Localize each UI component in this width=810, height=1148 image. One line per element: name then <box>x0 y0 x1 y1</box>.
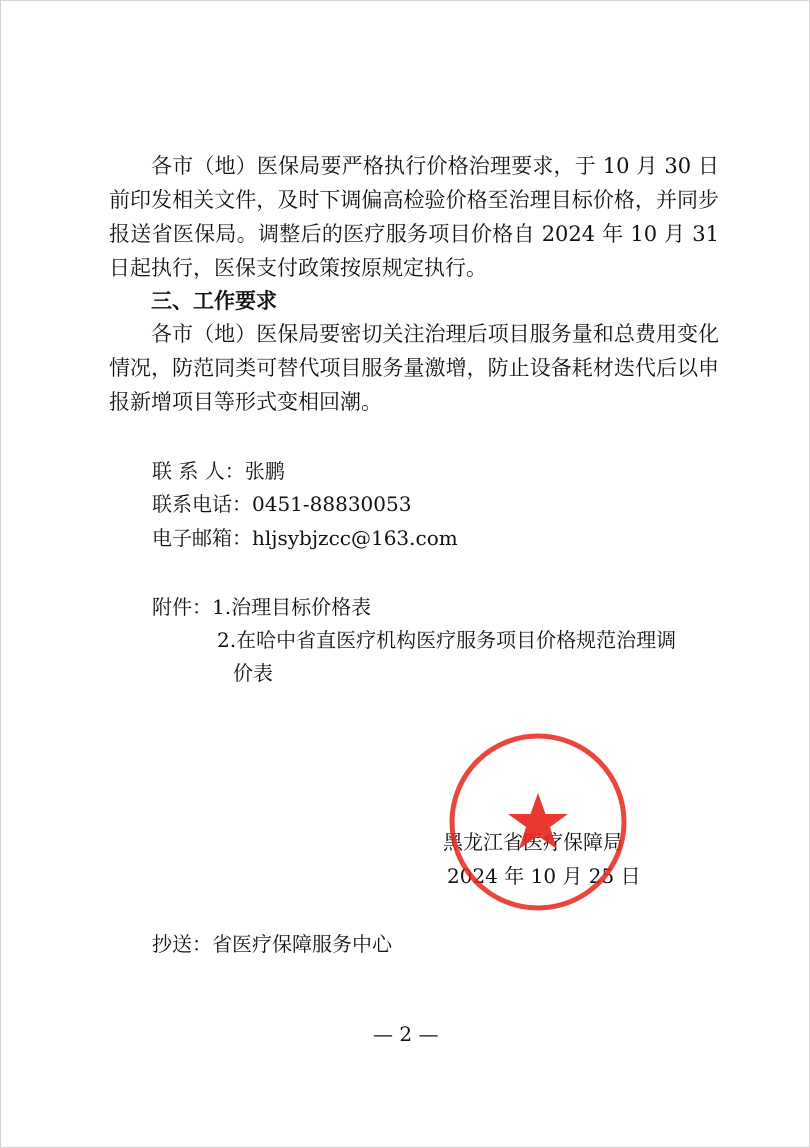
seal-star-icon <box>508 793 568 849</box>
contact-person: 联 系 人：张鹏 <box>152 459 285 483</box>
contact-phone: 联系电话：0451-88830053 <box>152 492 412 516</box>
page-number: — 2 — <box>373 1022 439 1046</box>
issuing-organization: 黑龙江省医疗保障局 <box>443 830 623 854</box>
issue-date: 2024 年 10 月 25 日 <box>447 864 641 888</box>
section-heading: 三、工作要求 <box>151 288 277 313</box>
body-paragraph-2: 各市（地）医保局要密切关注治理后项目服务量和总费用变化情况，防范同类可替代项目服务量激增，防止设备耗材迭代后以申报新增项目等形式变相回潮。 <box>109 322 719 414</box>
official-seal-graphic <box>447 731 629 913</box>
official-seal <box>447 731 629 913</box>
attachment-item-2: 2.在哈中省直医疗机构医疗服务项目价格规范治理调 <box>217 628 677 652</box>
attachment-item-2-continued: 价表 <box>233 661 273 685</box>
attachment-item-1: 附件：1.治理目标价格表 <box>152 595 372 619</box>
contact-email: 电子邮箱：hljsybjzcc@163.com <box>152 526 458 550</box>
body-paragraph-1: 各市（地）医保局要严格执行价格治理要求，于 10 月 30 日前印发相关文件，及时下调偏高检验价格至治理目标价格，并同步报送省医保局。调整后的医疗服务项目价格自 2024 年 10 月 31 日起执行，医保支付政策按原规定执行。 <box>109 154 719 280</box>
carbon-copy: 抄送：省医疗保障服务中心 <box>152 932 392 956</box>
